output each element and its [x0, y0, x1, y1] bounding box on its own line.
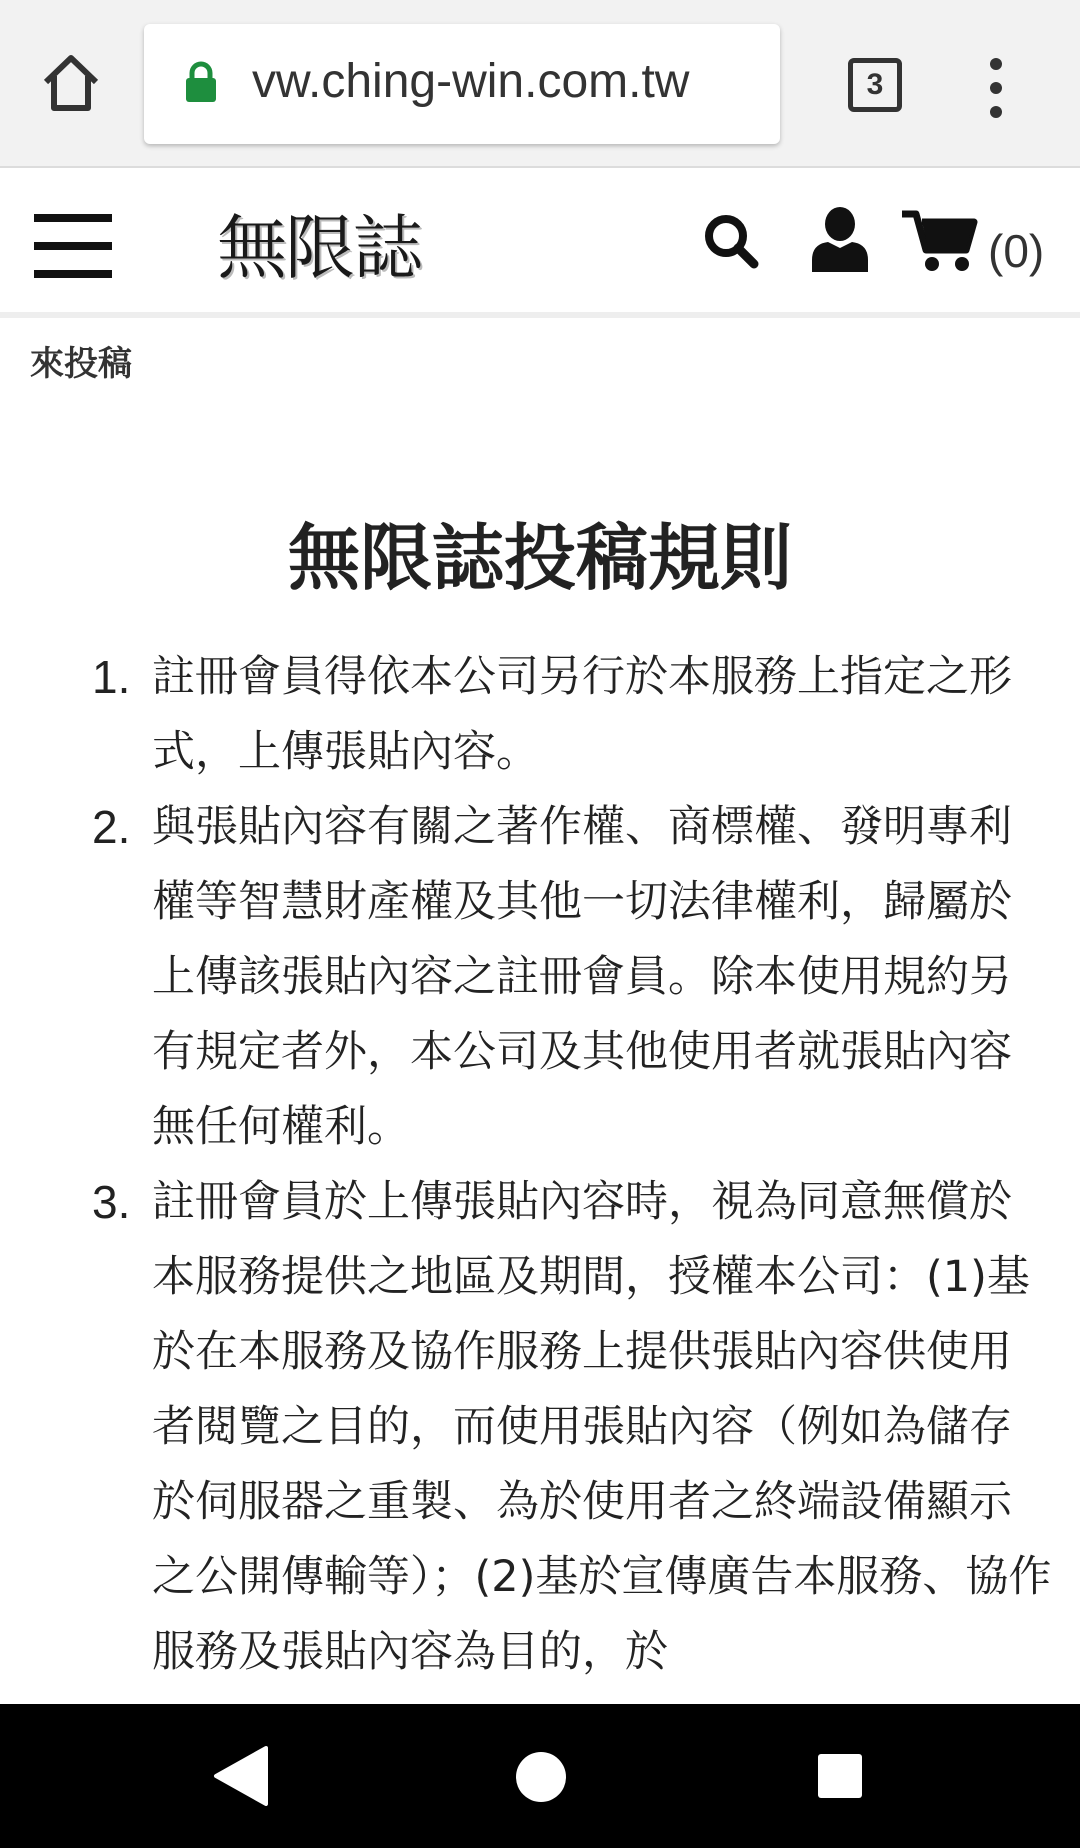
rule-text: 註冊會員於上傳張貼內容時，視為同意無償於本服務提供之地區及期間，授權本公司：(1)基於在本服務及協作服務上提供張貼內容供使用者閱覽之目的，而使用張貼內容（例如為儲存於伺服器之重製、為於使用者之終端設備顯示之公開傳輸等）；(2)基於宣傳廣告本服務、協作服務及張貼內容為目的，於 [152, 1177, 1052, 1677]
page-title: 無限誌投稿規則 [287, 516, 792, 600]
search-icon[interactable] [702, 212, 760, 270]
site-logo[interactable] [206, 190, 432, 294]
rule-number: 1. [92, 651, 131, 703]
tab-switcher-button[interactable]: 3 [848, 58, 902, 112]
cart-icon[interactable] [902, 208, 978, 274]
more-vert-icon[interactable] [984, 56, 1008, 120]
system-nav-bar [0, 1704, 1080, 1848]
back-icon[interactable] [212, 1746, 268, 1806]
site-header [0, 170, 1080, 318]
user-icon[interactable] [810, 206, 870, 272]
url-text[interactable]: vw.ching-win.com.tw [252, 55, 690, 108]
rule-item-3 [92, 1165, 1052, 1690]
rule-item-2 [92, 790, 1052, 1165]
rules-list [92, 640, 1052, 1690]
cart-count: (0) [988, 225, 1045, 277]
rule-number: 3. [92, 1176, 131, 1228]
url-bar[interactable] [144, 24, 780, 144]
logo-text: 無限誌 [217, 206, 421, 289]
home-icon[interactable] [38, 50, 104, 116]
breadcrumb[interactable]: 來投稿 [30, 344, 132, 384]
recents-icon[interactable] [818, 1754, 862, 1798]
rule-text: 註冊會員得依本公司另行於本服務上指定之形式，上傳張貼內容。 [152, 652, 1012, 777]
rule-number: 2. [92, 801, 131, 853]
hamburger-icon[interactable] [34, 214, 112, 278]
browser-toolbar [0, 0, 1080, 168]
rule-text: 與張貼內容有關之著作權、商標權、發明專利權等智慧財產權及其他一切法律權利，歸屬於上傳該張貼內容之註冊會員。除本使用規約另有規定者外，本公司及其他使用者就張貼內容無任何權利。 [152, 802, 1012, 1152]
lock-icon [184, 60, 218, 104]
home-circle-icon[interactable] [516, 1752, 566, 1802]
rule-item-1 [92, 640, 1052, 790]
